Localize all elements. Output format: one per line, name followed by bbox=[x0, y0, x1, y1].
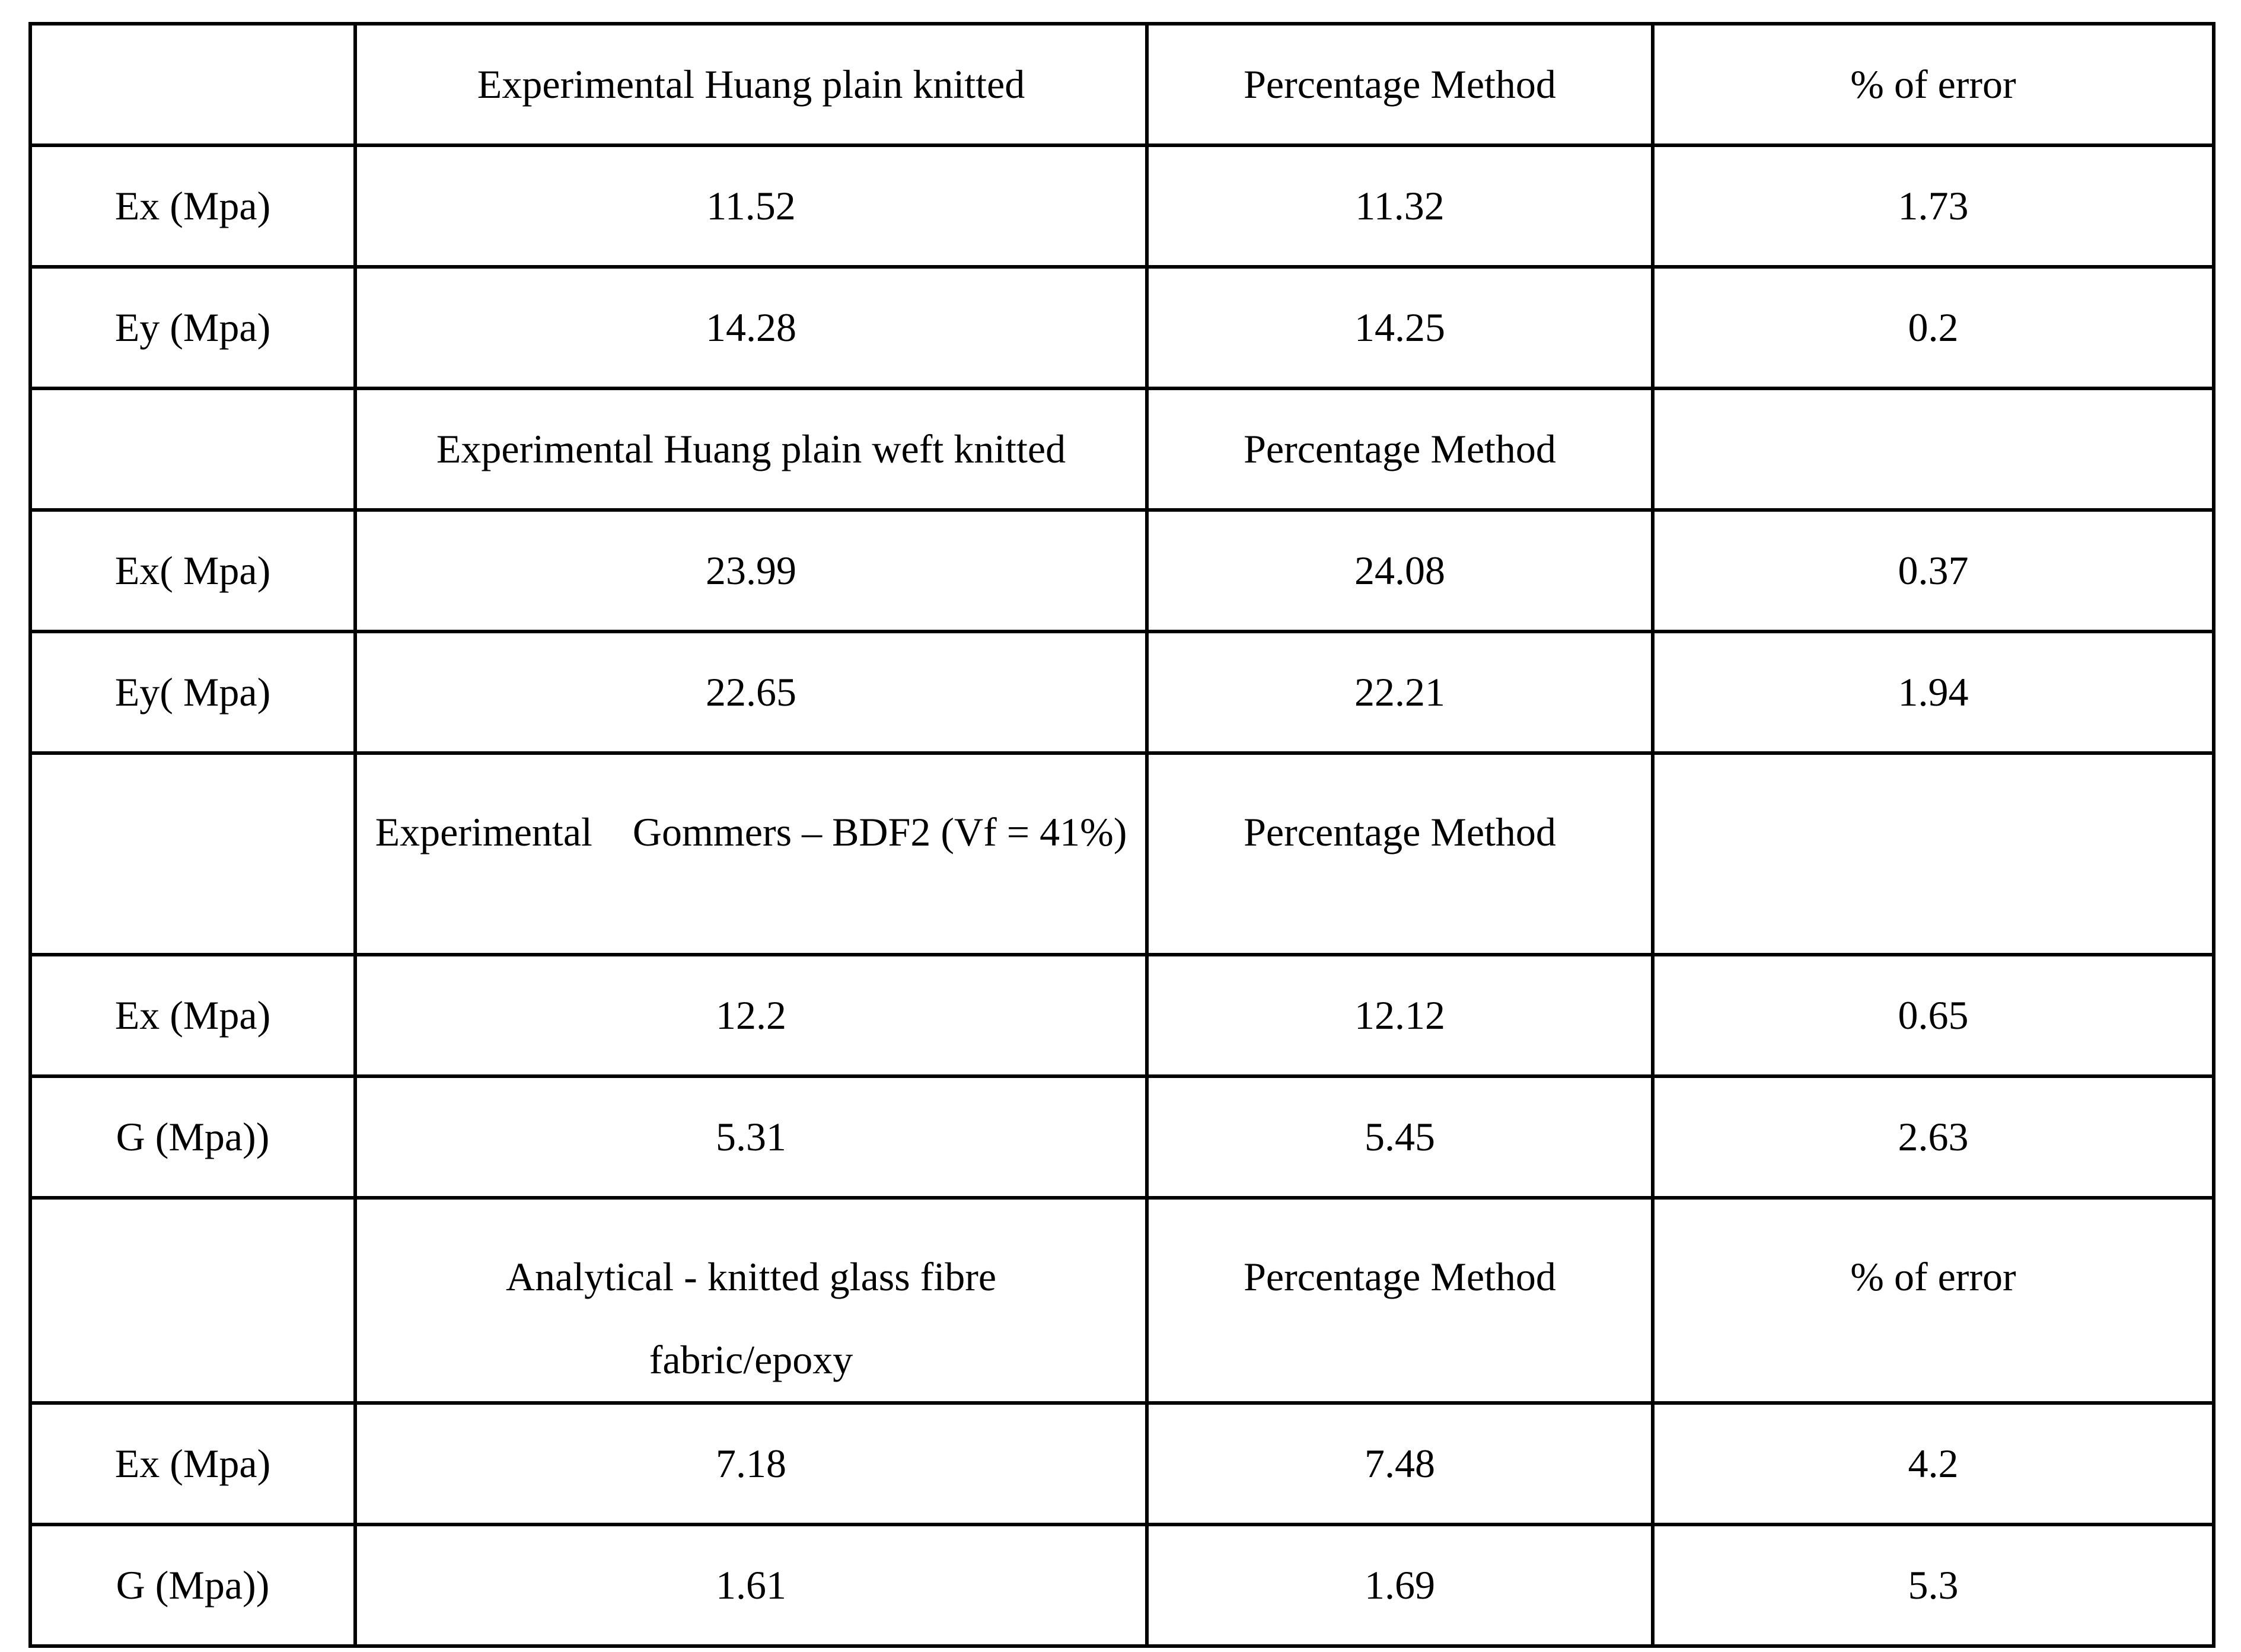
table-row bbox=[30, 1076, 2214, 1198]
header-method-text: Percentage Method bbox=[1244, 809, 1556, 854]
header-source-text: Experimental Gommers – BDF2 (Vf = 41%) bbox=[375, 809, 1127, 854]
table-row bbox=[30, 632, 2214, 753]
reference-value-cell: 7.18 bbox=[355, 1403, 1147, 1525]
error-value-cell: 4.2 bbox=[1653, 1403, 2214, 1525]
method-value-cell: 1.69 bbox=[1147, 1525, 1653, 1646]
method-value-cell: 11.32 bbox=[1147, 145, 1653, 267]
reference-value-cell: 14.28 bbox=[355, 267, 1147, 388]
table-row bbox=[30, 955, 2214, 1076]
error-value-cell: 0.65 bbox=[1653, 955, 2214, 1076]
header-source-cell: Experimental Huang plain knitted bbox=[355, 24, 1147, 145]
header-source-text: Analytical - knitted glass fibre fabric/epoxy bbox=[505, 1254, 997, 1382]
section-header-row bbox=[30, 753, 2214, 955]
reference-value-cell: 22.65 bbox=[355, 632, 1147, 753]
header-error-text: % of error bbox=[1850, 1254, 2016, 1299]
header-label-cell bbox=[30, 24, 355, 145]
row-label-cell: Ex( Mpa) bbox=[30, 510, 355, 632]
header-method-cell bbox=[1147, 753, 1653, 955]
section-header-row bbox=[30, 24, 2214, 145]
row-label-cell: Ex (Mpa) bbox=[30, 145, 355, 267]
header-label-cell bbox=[30, 753, 355, 955]
error-value-cell: 1.73 bbox=[1653, 145, 2214, 267]
section-header-row bbox=[30, 1198, 2214, 1403]
reference-value-cell: 11.52 bbox=[355, 145, 1147, 267]
header-error-cell bbox=[1653, 753, 2214, 955]
header-label-cell bbox=[30, 388, 355, 510]
row-label-cell: Ey( Mpa) bbox=[30, 632, 355, 753]
header-source-cell bbox=[355, 753, 1147, 955]
section-header-row bbox=[30, 388, 2214, 510]
table-row bbox=[30, 145, 2214, 267]
method-value-cell: 22.21 bbox=[1147, 632, 1653, 753]
header-source-cell bbox=[355, 1198, 1147, 1403]
error-value-cell: 2.63 bbox=[1653, 1076, 2214, 1198]
table-row bbox=[30, 267, 2214, 388]
comparison-table bbox=[28, 22, 2216, 1648]
method-value-cell: 7.48 bbox=[1147, 1403, 1653, 1525]
reference-value-cell: 1.61 bbox=[355, 1525, 1147, 1646]
method-value-cell: 5.45 bbox=[1147, 1076, 1653, 1198]
row-label-cell: G (Mpa)) bbox=[30, 1076, 355, 1198]
reference-value-cell: 5.31 bbox=[355, 1076, 1147, 1198]
method-value-cell: 12.12 bbox=[1147, 955, 1653, 1076]
reference-value-cell: 12.2 bbox=[355, 955, 1147, 1076]
header-method-text: Percentage Method bbox=[1244, 1254, 1556, 1299]
header-label-cell bbox=[30, 1198, 355, 1403]
header-error-cell: % of error bbox=[1653, 24, 2214, 145]
header-method-cell bbox=[1147, 1198, 1653, 1403]
reference-value-cell: 23.99 bbox=[355, 510, 1147, 632]
header-source-cell: Experimental Huang plain weft knitted bbox=[355, 388, 1147, 510]
row-label-cell: Ey (Mpa) bbox=[30, 267, 355, 388]
header-method-cell: Percentage Method bbox=[1147, 24, 1653, 145]
error-value-cell: 1.94 bbox=[1653, 632, 2214, 753]
header-error-cell bbox=[1653, 388, 2214, 510]
method-value-cell: 24.08 bbox=[1147, 510, 1653, 632]
row-label-cell: Ex (Mpa) bbox=[30, 955, 355, 1076]
method-value-cell: 14.25 bbox=[1147, 267, 1653, 388]
error-value-cell: 0.2 bbox=[1653, 267, 2214, 388]
header-method-cell: Percentage Method bbox=[1147, 388, 1653, 510]
error-value-cell: 5.3 bbox=[1653, 1525, 2214, 1646]
row-label-cell: Ex (Mpa) bbox=[30, 1403, 355, 1525]
table-row bbox=[30, 1403, 2214, 1525]
table-row bbox=[30, 1525, 2214, 1646]
table-row bbox=[30, 510, 2214, 632]
header-error-cell bbox=[1653, 1198, 2214, 1403]
row-label-cell: G (Mpa)) bbox=[30, 1525, 355, 1646]
error-value-cell: 0.37 bbox=[1653, 510, 2214, 632]
